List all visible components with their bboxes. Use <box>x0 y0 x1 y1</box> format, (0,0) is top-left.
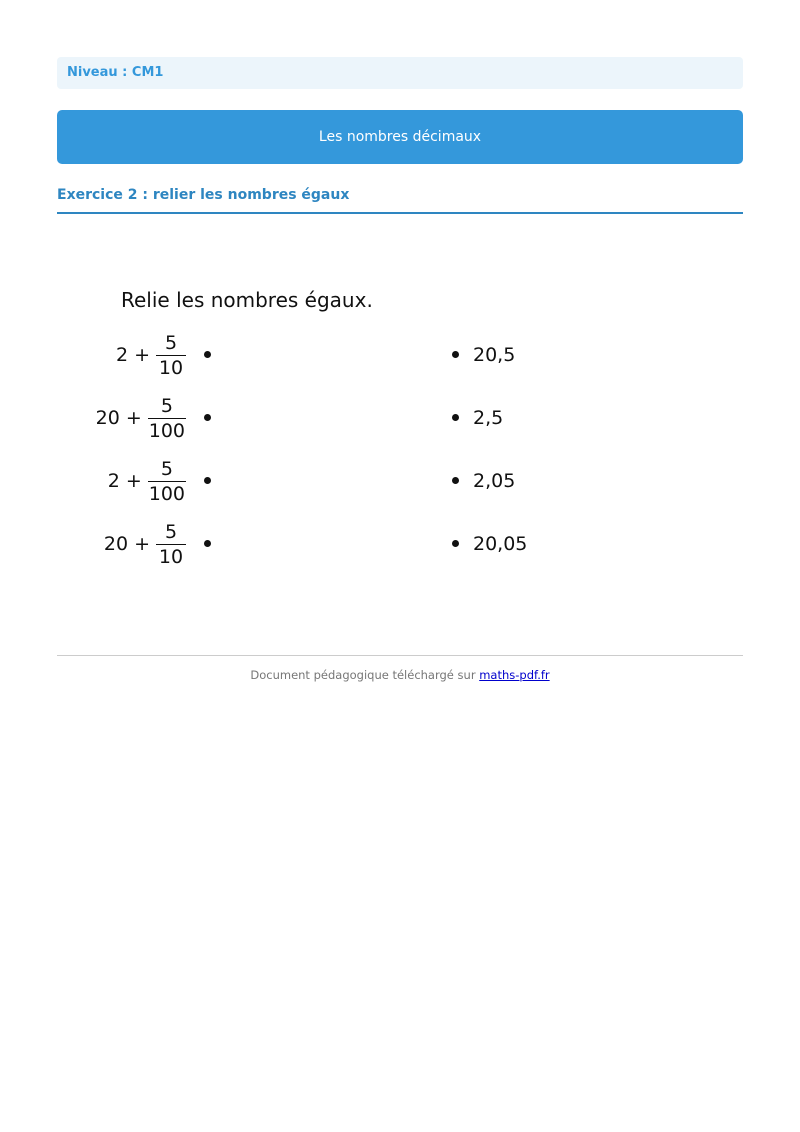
plus-sign: + <box>134 344 150 366</box>
right-value: 20,5 <box>473 344 516 366</box>
exercise-title: Exercice 2 : relier les nombres égaux <box>57 184 743 214</box>
left-connection-dot[interactable] <box>204 414 211 421</box>
left-connection-dot[interactable] <box>204 540 211 547</box>
page-title: Les nombres décimaux <box>318 129 482 145</box>
fraction-denominator: 100 <box>148 482 185 505</box>
fraction <box>148 457 186 506</box>
fraction-numerator: 5 <box>164 520 178 543</box>
fraction-numerator: 5 <box>160 457 173 480</box>
fraction-numerator: 5 <box>160 394 173 417</box>
plus-sign: + <box>125 407 142 429</box>
right-value: 2,5 <box>473 407 504 429</box>
right-connection-dot[interactable] <box>452 540 459 547</box>
fraction-denominator: 100 <box>148 419 185 442</box>
right-value: 20,05 <box>473 533 528 555</box>
fraction <box>156 331 186 380</box>
right-connection-dot[interactable] <box>452 351 459 358</box>
footer <box>57 667 743 683</box>
right-connection-dot[interactable] <box>452 414 459 421</box>
plus-sign: + <box>134 533 150 555</box>
match-row <box>0 327 800 383</box>
match-row <box>0 390 800 446</box>
left-expression <box>104 516 186 572</box>
whole-number: 2 <box>107 470 120 492</box>
exercise-instruction: Relie les nombres égaux. <box>121 288 373 312</box>
left-connection-dot[interactable] <box>204 477 211 484</box>
left-connection-dot[interactable] <box>204 351 211 358</box>
fraction <box>148 394 186 443</box>
left-expression <box>96 390 186 446</box>
whole-number: 20 <box>95 407 120 429</box>
footer-text: Document pédagogique téléchargé sur <box>250 668 480 682</box>
fraction-numerator: 5 <box>164 331 178 354</box>
level-label: Niveau : CM1 <box>57 57 743 89</box>
left-expression <box>108 453 186 509</box>
whole-number: 2 <box>115 344 129 366</box>
footer-link[interactable]: maths-pdf.fr <box>479 668 550 682</box>
right-connection-dot[interactable] <box>452 477 459 484</box>
match-row <box>0 516 800 572</box>
right-value: 2,05 <box>473 470 516 492</box>
match-row <box>0 453 800 509</box>
fraction-denominator: 10 <box>158 356 184 379</box>
plus-sign: + <box>125 470 142 492</box>
footer-divider <box>57 655 743 656</box>
left-expression <box>116 327 186 383</box>
whole-number: 20 <box>103 533 129 555</box>
fraction <box>156 520 186 569</box>
fraction-denominator: 10 <box>158 545 184 568</box>
